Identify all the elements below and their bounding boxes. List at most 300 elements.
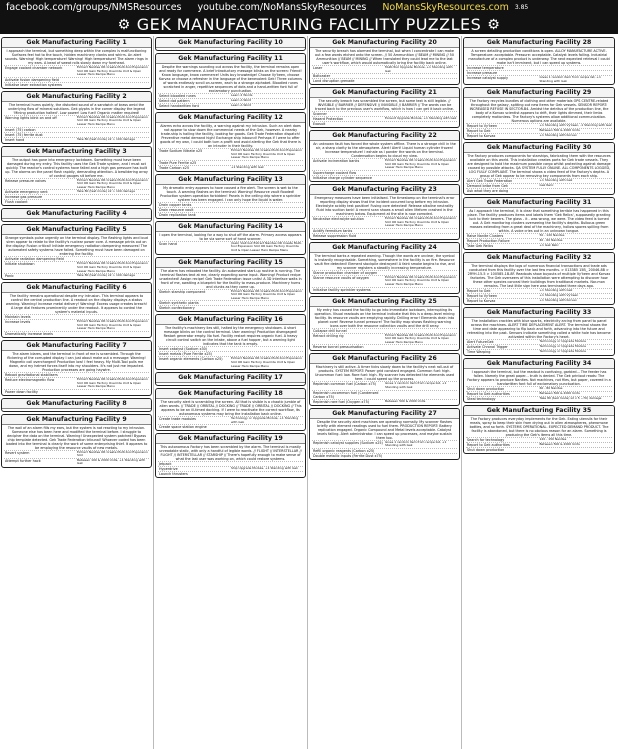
option-label: Launch thrusters — [159, 472, 188, 477]
option-label: Increase temperature — [467, 66, 504, 70]
card-title: Gek Manufacturing Facility 19 — [156, 434, 305, 444]
option-label: Sketch synthetic plants — [159, 301, 199, 306]
option-reward — [540, 448, 613, 452]
option-reward: Take 80 (test mode) x2 > 100 damage — [77, 273, 135, 278]
card-description: As I approach the terminal, it is clear that something terrible has happened in this place. The facility produces items and labels them 'Gek Relics', supposedly granting luck to their bearers. The glass - it - was wrong, we were. The video feed is turned out. A Gek monitoring clusters overseeing the facility's depths. Bulbous green masses extending from a great deal of the machinery, hollow spores spilling from within. A voice cries out in an unknown tongue. — [467, 209, 611, 234]
option-reward — [385, 74, 457, 78]
puzzle-card — [1, 340, 152, 396]
puzzle-column — [154, 36, 308, 749]
option-label: Drain replication tank — [159, 212, 196, 217]
option-label: Sketch starship component — [159, 289, 206, 294]
card-description: The security breach has alarmed the terminal, but when I concentrate I can make out a few words etched onto the screen. // 50 Ammunition // BEAM // MINING // 50 Ammunition // BEAM // MINING // When translated they could lead me to the last user's workflow, which would automatically bring the facility back online. — [314, 49, 454, 65]
puzzle-card — [463, 87, 615, 140]
option-reward: Extract Nanites OR Create Multi-tool Expansion Slot OR Gain Factory Override Unit & Open Lesser Hero Recipe Menu — [77, 177, 148, 189]
option-label: Double metallic inputs (Ferrite Dust x75) — [313, 453, 383, 458]
option-reward: Multi-Tool Upgrade Module, +1 Standing with Gek — [385, 65, 453, 73]
option-reward — [540, 189, 613, 193]
option-reward: Between 500 & 2000 Units — [539, 391, 580, 396]
option-reward: Between 500 & 2000 Units — [385, 398, 426, 403]
card-description: This autonomous Factory has been scrambled by the alarm. The terminal is mostly unreadable static, with only a handful of legible words. // FLIGHT // INTERSTELLAR // FLIGHT // INTERSTELLAR // STARSHIP // There's hopefully enough to make sense of what the last user was working on, which could restore systems. — [159, 445, 302, 462]
option-label: Attempt further hack — [5, 458, 41, 463]
card-title: Gek Manufacturing Facility 25 — [310, 297, 459, 307]
card-description: The Factory recycles bundles of clothing and other materials OPS CENTRE-related throughout the galaxy, spitting out new items for Gek vessels. SENSOR REPORT: INCREASED REFUSE IN SECTOR-B4. Amidst the detritus of the production line, the body of a Korvax scientist appears to drift, their lights dimmed, their limbs completely motionless. The Factory's systems allow additional communication. Numerous options are available. — [469, 99, 609, 124]
puzzle-option — [312, 78, 457, 83]
puzzle-option — [158, 424, 303, 429]
puzzle-option — [466, 188, 612, 193]
option-label: Trade Sodium Nitrate x25 — [159, 149, 203, 153]
facebook-link[interactable]: facebook.com/groups/NMSResources — [6, 2, 182, 13]
puzzle-card — [309, 184, 460, 240]
option-reward: Extract Nanites OR Create Multi-tool Expansion Slot OR Gain Factory Override Unit & Open Lesser Hero Recipe Menu — [77, 376, 148, 389]
option-reward — [77, 200, 149, 204]
puzzle-card — [463, 37, 615, 85]
puzzle-card — [309, 296, 460, 352]
option-reward — [77, 83, 149, 87]
option-reward — [231, 306, 303, 310]
option-label: Revert system — [5, 450, 30, 455]
puzzle-option — [466, 65, 612, 70]
option-reward: +1 Gek Relic — [539, 243, 559, 248]
puzzle-option — [158, 356, 303, 368]
puzzle-option — [312, 328, 457, 333]
card-description: The output has gone into emergency lockdown. Something must have been damaged during my entry. This facility uses the Gek Trade system, and I must act quickly. The reactor's control systems have failed and a high gas pressure has built up. The alarms on the panel flash rapidly, demanding attention. A bewildering array of control gauges sit before me. — [5, 157, 148, 178]
option-label: Activate incineration banks — [313, 159, 360, 164]
puzzle-option — [158, 471, 303, 476]
option-reward: +1 Standing with Vy'keen — [539, 293, 579, 298]
option-label: Alert FutureGek — [467, 340, 494, 345]
option-label: Report to Korvax — [467, 299, 496, 304]
puzzle-option — [466, 288, 612, 293]
puzzle-card — [1, 91, 152, 144]
option-reward — [385, 345, 457, 349]
card-title: Gek Manufacturing Facility 4 — [2, 209, 151, 219]
puzzle-card — [155, 174, 306, 219]
puzzle-card — [1, 282, 152, 338]
option-label: Select dot pattern — [159, 99, 190, 103]
card-title: Gek Manufacturing Facility 16 — [156, 315, 305, 325]
puzzle-option — [466, 178, 612, 183]
card-description: The terminal displays the logs of numerous financial transactions and trade ads conducted from this facility over the last few months. > 013385 15B_ 20046-8B > 2RYH-15-5 > 100585-1B-8F. Readouts show buyouts of multiple Vy'keen and Korvax factories. The Gek overseers of this installation were attempting to discover how these other species conceal their buildings from traditional markets. Nor-mon remains. The last little sign here was terminated three days ago. — [467, 264, 611, 289]
option-label: Shut down production — [467, 448, 505, 453]
card-title: Gek Manufacturing Facility 13 — [156, 175, 305, 185]
puzzle-option — [4, 194, 149, 199]
option-reward: Extract Nanites OR Create Multi-tool Expansion Slot OR Gain Factory Override Unit & Open Lesser Hero Recipe Menu — [77, 261, 148, 273]
puzzle-option — [158, 202, 303, 207]
option-label: Create trade modules — [159, 417, 196, 422]
puzzle-card — [463, 252, 615, 305]
option-label: Initialise laser extraction systems — [5, 82, 62, 87]
card-title: Gek Manufacturing Facility 24 — [310, 243, 459, 253]
puzzle-card — [155, 388, 306, 431]
option-label: Activate fusion dampening field — [5, 77, 59, 82]
puzzle-option — [312, 116, 457, 121]
option-label: Activate emergency vent — [5, 190, 48, 195]
option-label: Starve resource vaults of oxygen — [313, 275, 369, 280]
puzzle-option — [158, 103, 303, 108]
option-label: Report to Vy'keen — [467, 294, 498, 299]
puzzle-option — [466, 123, 612, 128]
option-reward — [231, 347, 303, 351]
option-label: Report to Vy'keen — [467, 124, 498, 129]
option-reward: Extract Nanites OR Create Multi-tool Expansion Slot OR Gain Factory Override Unit & Open Lesser Hero Recipe Menu — [231, 356, 302, 368]
puzzle-option — [312, 287, 457, 292]
option-reward: Learn 2 Words — [231, 93, 253, 97]
card-title: Gek Manufacturing Facility 7 — [2, 341, 151, 351]
option-label: Raise Nanite Clusters — [467, 234, 504, 239]
option-label: Neutralise electrolyte solution — [313, 216, 364, 221]
card-description: The alarm has rebooted the facility. An automated start-up routine is running. The terminal flashes text at me, clearly expecting some input. Warning! Product recipe unselected! Assign recipe! Gek Trade Federation issue units! A 3D interface waits in front of me, awaiting a blueprint for the facility to mass-produce. Machinery hums and clunks as they come up. — [159, 268, 302, 289]
option-reward: Gives 1 random item from recipe list, +1 Standing with Gek — [539, 75, 601, 83]
card-title: Gek Manufacturing Facility 18 — [156, 389, 305, 399]
option-label: Search for technology — [467, 438, 505, 443]
option-label: Retract drilling rig — [313, 333, 344, 338]
card-title: Gek Manufacturing Facility 12 — [156, 113, 305, 123]
option-label: Replenish catalyst supplies (Sodium x25) — [313, 440, 383, 445]
option-reward: 50 - 120 Nanites — [539, 233, 565, 238]
card-description: Alarms echo across the facility, a warning against my intrusion. Such an alert does not appear to slow down the commercial needs of the Gek, however. A nearby trade-ship is hailing the facility, looking for goods. Gek Trade Federation dispatch! Preventive metal demand high! Exchange ship inbound! Perhaps if I were to offer goods of my own, I could both turn a profit and avoid alerting the Gek that there is an intruder in their facility. — [160, 124, 301, 148]
card-title: Gek Manufacturing Facility 29 — [464, 88, 614, 98]
card-title: Gek Manufacturing Facility 32 — [464, 253, 614, 263]
puzzle-option — [312, 65, 457, 73]
option-reward: Gives 1 random item from recipe list, +1 Standing with Gek — [385, 381, 447, 389]
option-label: Scanner — [313, 112, 327, 117]
option-reward: 120 - 150 Nanites — [539, 437, 567, 442]
puzzle-option — [312, 228, 457, 233]
card-description: I approach the terminal, but something deep within the complex is malfunctioning Surfaces feel hot to the touch, hidden machinery clanks and whirrs. An alert sounds. Warning! High temperature! Warning! High temperature! The alarm rings in my ears. A bead of sweat rolls slowly down my forehead. — [5, 49, 148, 65]
option-reward: Extract Nanites OR Create Multi-tool Expansion Slot OR Gain Factory Override Unit & Open Lesser Hero Recipe Menu — [385, 215, 456, 228]
youtube-link[interactable]: youtube.com/NoMansSkyResources — [197, 2, 367, 13]
option-reward: Learn A Word — [231, 103, 252, 107]
option-reward: (Gek) Visit but Extract Nanites OR Create Multi-tool Expansion Slot OR Gain Factory Override Unit & Open Lesser Hero Recipe Menu — [231, 240, 303, 252]
puzzle-option — [4, 273, 149, 278]
option-reward: Gives 1 random item from recipe list, +1 Standing with Gek — [385, 439, 447, 448]
option-reward — [77, 78, 149, 82]
option-label: Increase levels — [5, 320, 31, 325]
option-label: Insert organic elements (Carbon x25) — [159, 357, 223, 362]
gear-icon: ⚙ — [117, 16, 131, 33]
puzzle-option — [4, 137, 149, 142]
option-label: Hazard Protection — [313, 117, 344, 122]
option-label: Jetpack — [159, 462, 172, 467]
puzzle-option — [312, 175, 457, 180]
card-title: Gek Manufacturing Facility 8 — [2, 399, 151, 409]
option-label: Alert Gek Trade Federation — [467, 179, 513, 184]
card-description: The terminal barks a repeated warning. Though the words are unclear, the symbol is instantly recognisable. Something, somewhere in the facility is on fire. Resource vault fire detected! Element stockpile destroyed! A faint smoke begins to rise, and my scanner registers a steadily increasing temperature. — [314, 253, 455, 270]
puzzle-option — [466, 293, 612, 298]
option-label: Warning lights blink on and off — [5, 115, 57, 120]
card-title: Gek Manufacturing Facility 20 — [310, 38, 459, 48]
puzzle-option — [4, 331, 149, 336]
option-reward — [385, 79, 457, 83]
puzzle-option — [4, 377, 149, 389]
option-reward: Extract Nanites OR Create Multi-tool Expansion Slot OR Gain Factory Override Unit & Open Lesser Hero Recipe Menu — [385, 158, 456, 170]
option-reward: Extract Nanites OR Create Multi-tool Expansion Slot — [77, 449, 148, 458]
puzzle-card — [155, 37, 306, 51]
card-description: A screen detailing production conditions is open. ALLOY MANUFACTURE ACTIVE. Temperature: acceptable. Pressure: acceptable. Catalyst levels falling. Industrial manufacture of a complex product is underway. The next expected retrieval I could make isn't imminent, but I can speed up systems. — [468, 49, 610, 65]
puzzle-card — [463, 142, 615, 195]
option-reward — [385, 171, 457, 175]
option-label: Drain resource vault — [159, 207, 194, 212]
card-title: Gek Manufacturing Facility 35 — [464, 406, 614, 416]
puzzle-card — [155, 257, 306, 313]
option-label: Power down facility — [5, 389, 38, 394]
puzzle-option — [466, 238, 612, 243]
puzzle-option — [466, 349, 612, 354]
puzzle-option — [466, 233, 612, 238]
option-reward: +1 Standing with Vy'keen, -1 Standing with Gek — [539, 123, 612, 128]
option-reward — [385, 288, 457, 292]
puzzle-option — [312, 216, 457, 228]
option-label: Report to Korvax — [467, 134, 496, 139]
option-reward: Extract Nanites OR Create Multi-tool Expansion Slot OR Gain Factory Override Unit & Open Lesser Hero Recipe Menu — [385, 274, 456, 286]
puzzle-option — [312, 333, 457, 345]
option-label: Take Gek Relics — [467, 244, 494, 249]
option-reward — [231, 213, 303, 217]
puzzle-card — [155, 433, 306, 478]
option-label: Insert (75) carbon — [5, 127, 36, 132]
puzzle-option — [4, 261, 149, 273]
option-label: Initiate shutdown — [5, 262, 35, 267]
option-reward: Extract Nanites OR Create Multi-tool Expansion Slot OR Gain Factory Override Unit & Open Lesser Hero Recipe Menu — [231, 288, 302, 300]
option-label: Scan hand — [159, 241, 177, 246]
puzzle-card — [1, 224, 152, 280]
option-label: Replenish rare fuel (Oxygen x75) — [313, 399, 370, 404]
puzzle-card — [1, 398, 152, 412]
puzzle-option — [312, 73, 457, 78]
card-description: The security breach has scrambled the screen, but some text is still legible. // INVISIBLE // BARRIER // DEFENSIVE // INVISIBLE // BARRIER // The words can be traced back to the previous user's workflow, which is how I can get it back online. — [315, 99, 454, 112]
option-reward — [77, 133, 149, 137]
puzzle-card — [463, 405, 615, 454]
puzzle-option — [312, 158, 457, 170]
option-reward: +1 Standing with Gek — [539, 288, 573, 293]
option-reward — [385, 234, 457, 238]
card-title: Gek Manufacturing Facility 1 — [2, 38, 151, 48]
puzzle-option — [466, 298, 612, 303]
puzzle-option — [158, 289, 303, 301]
option-reward — [385, 329, 457, 333]
card-description: The installation crackles with blue sparks, electricity arcing from panel to panel across the machines. ALERT TIME DEPLACEMENT ALERT. The terminal shows the time and date appearing to flip back and forth, advancing into the future and retreating into the past. Sensors indicate something called a white hole has become activated within the Factory's heart. — [467, 319, 611, 340]
option-reward: +1 Standing with Gek — [539, 178, 573, 183]
card-description: Strange symbols pulse urgently on the terminal display. The flashing lights and loud siren appear to relate to the facility's nuclear power core. A message prints out on the display: Fusion critical! Initiate emergency radiation dampening measures! The automated safety systems have failed. Something must have been damaged on entering the facility. — [5, 236, 148, 257]
puzzle-option — [158, 346, 303, 351]
option-reward — [77, 128, 149, 132]
puzzle-option — [466, 133, 612, 138]
puzzle-option — [158, 466, 303, 471]
option-reward: Between 100 & 2000 Units, +1 Standing with Gek — [77, 457, 146, 466]
option-label: Panic — [5, 274, 14, 279]
card-title: Gek Manufacturing Facility 15 — [156, 258, 305, 268]
option-label: Trade Carbon x25 — [159, 165, 189, 170]
option-label: Supercharge coolant flow — [313, 170, 357, 175]
puzzle-option — [312, 121, 457, 126]
option-reward — [385, 229, 457, 233]
option-label: Exosuit — [313, 122, 326, 127]
option-label: Report Production Failure — [467, 239, 510, 244]
card-title: Gek Manufacturing Facility 5 — [2, 225, 151, 235]
puzzle-card — [155, 112, 306, 172]
card-description: An unknown fault has forced the whole system offline. There is a strange chill in the air, a sharp clarity to the atmosphere. Alert! Alert! Liquid human cylinder frozen! Increase temperature! I exhale as I ponder the words on the terminal. Condensation begins to cloud my view. — [313, 142, 456, 159]
option-reward: Learn A Word — [231, 98, 252, 102]
card-description: The Factory produces everyday implements for the Gek. Eating utensils for their meals, spray to keep their skin from drying out in alien atmospheres, pheromone bottles, and so forth. SYSTEMS OPERATIONAL. EXPECTED DEMAND PRODUCT. The facility is abandoned, but there is no obvious reason for an alarm. Something is producing the Gek's items all this time. — [469, 417, 609, 438]
option-reward — [385, 176, 457, 180]
option-reward: Extract Nanites OR Create Multi-tool Expansion Slot OR Gain Factory Override Unit & Open Lesser Hero Recipe Menu — [77, 65, 148, 77]
option-reward: Extract Nanites OR Create Multi-tool Expansion Slot OR Gain Factory Override Unit & Open Lesser Hero Recipe Menu — [77, 319, 148, 331]
puzzle-option — [4, 132, 149, 137]
card-description: The terminal hums quietly, the distorted sound of a sandwich of brass amid the underlying flow of mineral solutions. Gek glyphs in the corner display the legend 'Mining production halted'. Low power! Low fuel! Organic matter required! — [7, 102, 146, 115]
puzzle-option — [312, 453, 457, 458]
option-label: Insert catalyst (Sodium x30) — [159, 347, 208, 352]
option-label: Hyperdrive — [159, 467, 178, 472]
puzzle-option — [466, 128, 612, 133]
option-reward — [231, 472, 303, 476]
card-title: Gek Manufacturing Facility 9 — [2, 415, 151, 425]
option-reward — [77, 390, 149, 394]
puzzle-option — [4, 389, 149, 394]
card-description: The alarm blares, and the terminal in front of me is scrambled. Through the flickering of the corrupted display I can just about make out a message: Warning! Magnetic coil overcharged! Production low! I feel heavy. My Multi-Tool pulls me down, and my helmet forces itself into my shoulders. It's not just me impacted. Production processes are going haywire. — [7, 351, 146, 372]
puzzle-option — [158, 207, 303, 212]
puzzle-option — [466, 386, 612, 391]
puzzle-option — [4, 458, 149, 466]
card-title: Gek Manufacturing Facility 3 — [2, 147, 151, 157]
option-label: Report to Gek — [467, 129, 491, 134]
puzzle-option — [466, 183, 612, 188]
card-description: My dramatic entry appears to have caused a fire alert. The screen is wet to the touch. A warning flashes on the terminal: Warning! Resource vault flooded! Production system operation forbidden! Panels in the ceiling drip where a sprinkler system has been engaged. I can only hope the liquid is water. — [160, 185, 301, 202]
card-title: Gek Manufacturing Facility 11 — [156, 54, 305, 64]
site-link[interactable]: NoMansSkyResources.com — [382, 2, 509, 13]
option-label: Insert (75) ferrite dust — [5, 132, 43, 137]
puzzle-card — [1, 146, 152, 207]
option-label: Replenish uncommon fuel (Condensed Carbon x75) — [313, 390, 379, 399]
puzzle-card — [1, 208, 152, 222]
option-reward — [231, 301, 303, 305]
card-title: Gek Manufacturing Facility 27 — [310, 409, 459, 419]
puzzle-option — [466, 339, 612, 344]
option-label: Release suppression fluid — [313, 233, 357, 238]
option-label: Engage coolant chamber network — [5, 66, 63, 70]
puzzle-option — [312, 440, 457, 448]
puzzle-column — [0, 36, 154, 749]
option-reward — [231, 203, 303, 207]
version-label: 3.85 — [514, 4, 529, 11]
option-label: Initialise charge cylinder sequence — [313, 175, 372, 180]
option-reward: +1 Standing with Korvax — [539, 133, 577, 138]
option-label: Activate Chronal Trigger — [467, 345, 508, 350]
card-title: Gek Manufacturing Facility 30 — [464, 143, 614, 153]
puzzle-card — [155, 372, 306, 386]
puzzle-option — [158, 300, 303, 305]
puzzle-option — [4, 127, 149, 132]
option-reward — [385, 122, 457, 126]
puzzle-card — [309, 130, 460, 182]
top-links-bar — [0, 0, 618, 15]
card-title: Gek Manufacturing Facility 26 — [310, 354, 459, 364]
option-label: Starve production chamber of oxygen — [313, 270, 378, 275]
puzzle-option — [312, 344, 457, 349]
option-reward: +1 Standing with Korvax — [539, 298, 577, 303]
puzzle-card — [155, 221, 306, 255]
puzzle-option — [312, 275, 457, 287]
option-reward: Technology or Upgrade Module — [539, 339, 586, 344]
card-description: I approach the terminal, but the readout is confusing, garbled... The feeder has fallen. Namely the great paper... truth is denied. The Gek printout reads: The Factory appears to produce Nanites. Not machines, not files, but paper, covered in a handwritten font full of exclamatory punctuation. — [467, 370, 611, 387]
puzzle-option — [466, 396, 612, 401]
option-reward: Gek Relic — [539, 183, 554, 188]
card-description: The facility remains operational despite my intrusion. This terminal appears to control the central production line. A readout on the display displays a status warning. Warning! Increase metal delivery! Warning! Excess usage creates breach! A large dial features prominently under the readout. It appears to control the system's material inputs. — [5, 294, 148, 315]
puzzle-option — [4, 450, 149, 458]
option-label: Refill organic reagents (Carbon x25) — [313, 448, 375, 453]
option-reward — [385, 454, 457, 458]
card-title: Gek Manufacturing Facility 21 — [310, 88, 459, 98]
puzzle-card — [1, 37, 152, 89]
puzzle-option — [312, 170, 457, 175]
option-label: Reboot gravitational stabilisers — [5, 372, 58, 377]
puzzle-card — [1, 414, 152, 468]
card-title: Gek Manufacturing Facility 10 — [156, 38, 305, 48]
puzzle-option — [158, 305, 303, 310]
option-reward: Technology or Upgrade Module, +1 Standing with Gek — [231, 416, 299, 424]
puzzle-card — [155, 53, 306, 110]
option-reward — [231, 425, 303, 429]
option-label: Select bloodied runes — [159, 94, 196, 98]
option-reward — [231, 208, 303, 212]
puzzle-option — [4, 115, 149, 127]
page-title: GEK MANUFACTURING FACILITY PUZZLES — [136, 15, 482, 34]
puzzle-option — [466, 243, 612, 248]
card-description: The security alert is scrambling the screen. All that is visible is a chaotic jumble of alien words. // TRADE // ORBITAL // DOCKING // TRADE // ORBITAL // DOCKING // This appears to be an ill-timed docking. If I were to reactivate the correct workflow, its autonomous systems may bring the installation back online. — [159, 400, 302, 417]
option-label: Time Warping — [467, 350, 491, 355]
option-label: Replenish common fuel (Carbon x75) — [313, 382, 377, 387]
puzzle-card — [463, 307, 615, 356]
card-description: Machinery is still active. A timer ticks slowly down to the facility's next roll-out of products. SYSTEM REPORT: Power grid constant engaged. Common fuel: high. Uncommon fuel: low. Rare fuel: high. My scanner has detected the elements used here. I could speed up the process. — [314, 365, 455, 382]
puzzle-option — [4, 82, 149, 87]
option-label: Flush coolant — [5, 200, 28, 205]
option-label: Shut down production — [467, 387, 505, 392]
card-description: Emergency measures have been initialised. The timestamp on the terminal's error reporting display shows that the incident occurred long before my intrusion. Electrolyte acidity test positive! Fusing core detected! Release alkaline neutrality fluid into suction tank! A recent scan shows a small alien lifeform crashed in the machinery below. Equipment at the site is now corroded. — [314, 195, 455, 216]
option-label: Insert hand — [5, 137, 25, 142]
option-label: Increase gas pressure — [5, 195, 43, 200]
option-reward — [540, 66, 613, 70]
option-reward — [385, 449, 457, 453]
option-label: Insert metals (Pure Ferrite x25) — [159, 352, 212, 357]
puzzle-option — [466, 344, 612, 349]
puzzle-option — [312, 448, 457, 453]
option-reward: Take 80 (test mode) x2 x 5 ~70) damage — [539, 396, 602, 401]
option-label: Reverse tunnel pressurisation — [313, 345, 364, 350]
puzzle-card — [309, 37, 460, 85]
puzzle-option — [466, 437, 612, 442]
puzzle-card — [309, 353, 460, 405]
option-reward: Take 80 (test mode) x2 > 100 damage — [77, 136, 135, 141]
option-label: Select handwritten font — [159, 104, 199, 108]
puzzle-option — [4, 319, 149, 331]
option-label: Reduce electromagnetic flow — [5, 377, 55, 382]
puzzle-column — [462, 36, 616, 749]
option-reward: Ship Upgrade Module, +1 Standing with Gek — [231, 466, 299, 471]
option-reward: Technology or Upgrade Module — [539, 344, 586, 349]
card-description: Despite the warnings sounding out across the facility, the terminal remains open and ready for commerce. A brief introductory message blinks on the screen: Friend! Know language, know commerce! Units buy knowledge! Choose Vy'keen, choose Korvax or choose a refresher in the language of the benevolent Gek! Three columns of words endlessly scroll on-screen, each to a strange alphabet. Bloodied runes scratched in anger, repetitive sequences of dots and a hand-written font full of exclamatory punctuation. — [159, 65, 302, 93]
puzzle-column — [308, 36, 462, 749]
option-label: Increase catalyst supply — [467, 76, 509, 80]
option-reward: Extract Nanites OR Create Multi-tool Expansion Slot OR Gain Factory Override Unit & Open Lesser Hero Recipe Menu — [231, 148, 302, 160]
card-title: Gek Manufacturing Facility 14 — [156, 222, 305, 232]
card-title: Gek Manufacturing Facility 2 — [2, 92, 151, 102]
option-reward: Extract Nanites OR Create Multi-tool Expansion Slot OR Gain Factory Override Unit & Open Lesser Hero Recipe Menu — [385, 332, 456, 344]
card-description: The facility's machinery lies still, halted by the emergency shutdown. A short message blinks on the control terminal. User warning! Production disengaged! Restart generator empty. No fuel. Facility restart requires organic fuel. A heavy circuit control switch on the intake, above a fuel hopper, but a warning light indicates that the tank is empty. — [163, 326, 298, 347]
puzzle-option — [158, 416, 303, 424]
option-label: Collapse drill tunnel — [313, 328, 347, 333]
option-label: Acidify fermdium tanks — [313, 228, 353, 233]
option-label: Report to Gek — [467, 289, 491, 294]
option-reward: Technology or Upgrade Module — [539, 349, 586, 354]
